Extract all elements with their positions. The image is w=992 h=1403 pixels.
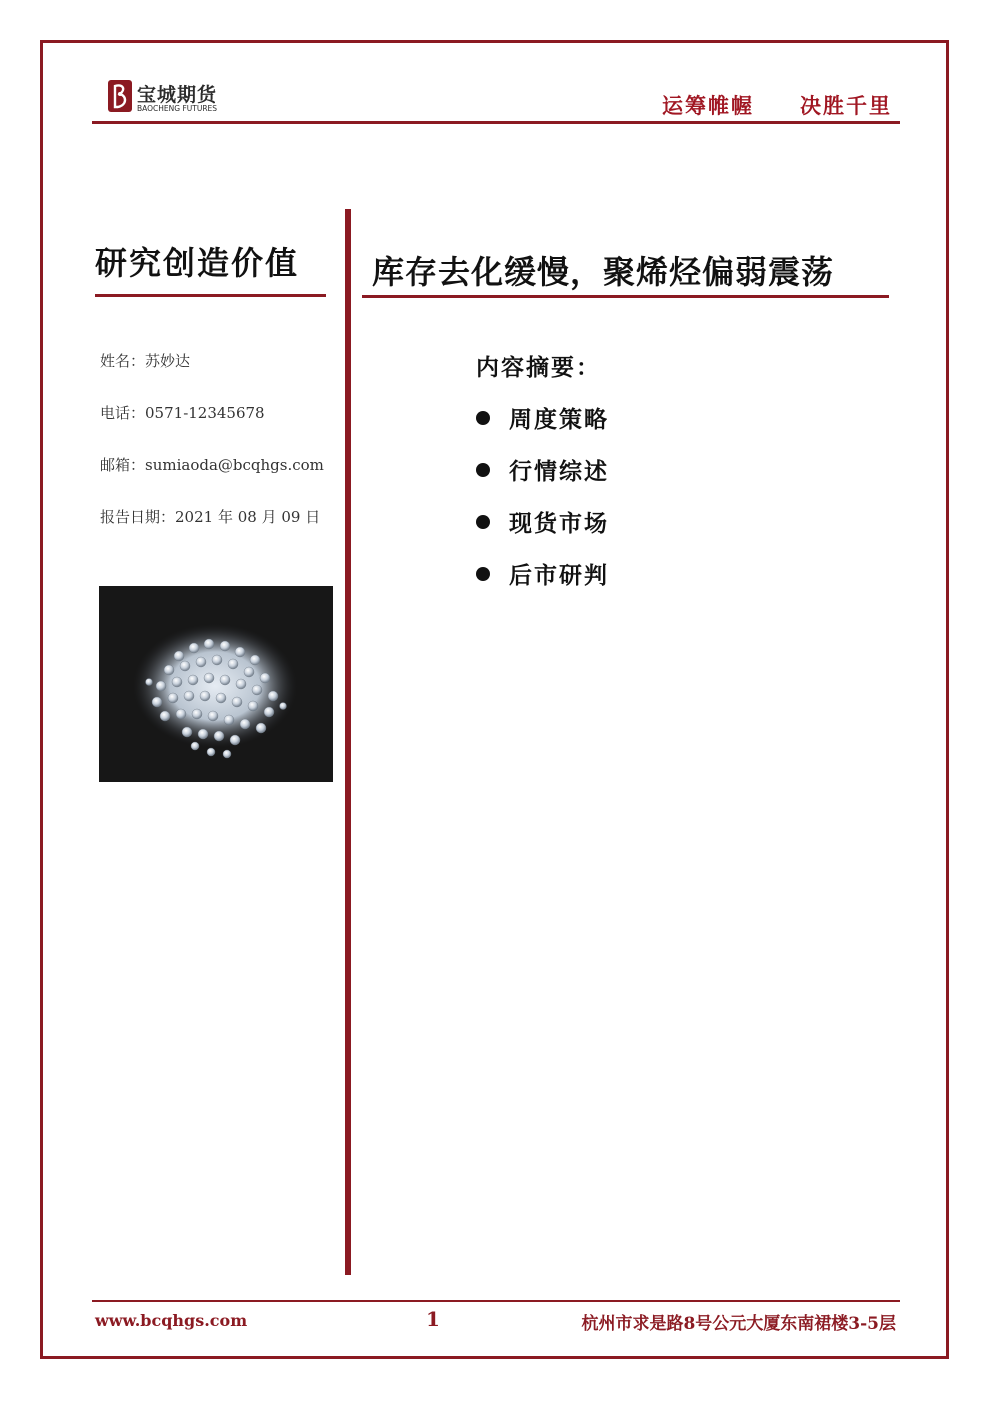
bullet-dot-icon <box>476 411 490 425</box>
email-label: 邮箱： <box>100 456 146 474</box>
report-date-label: 报告日期： <box>100 508 176 526</box>
logo-english-name: BAOCHENG FUTURES <box>137 104 218 113</box>
phone-row <box>100 402 265 423</box>
summary-item[interactable] <box>476 557 609 587</box>
report-title: 库存去化缓慢，聚烯烃偏弱震荡 <box>372 253 835 291</box>
header-divider <box>92 121 900 124</box>
report-title-underline <box>362 295 889 298</box>
left-title: 研究创造价值 <box>95 244 300 282</box>
left-title-underline <box>95 294 326 297</box>
author-name-row <box>100 350 190 371</box>
email-row <box>100 454 324 475</box>
summary-item-label: 周度策略 <box>509 406 609 433</box>
slogan <box>662 90 892 120</box>
summary-item[interactable] <box>476 505 609 535</box>
report-date-row <box>100 506 320 527</box>
company-logo <box>107 79 247 119</box>
page-number: 1 <box>426 1307 440 1331</box>
footer-website-link[interactable]: www.bcqhgs.com <box>95 1311 248 1330</box>
report-date: 2021 年 08 月 09 日 <box>175 508 321 526</box>
pellets-illustration <box>99 586 333 782</box>
phone-number: 0571-12345678 <box>145 404 265 422</box>
summary-item-label: 现货市场 <box>509 510 609 537</box>
summary-item-label: 后市研判 <box>509 562 609 589</box>
footer-divider <box>92 1300 900 1302</box>
summary-item[interactable] <box>476 401 609 431</box>
summary-item-label: 行情综述 <box>509 458 609 485</box>
bullet-dot-icon <box>476 567 490 581</box>
logo-mark-icon <box>107 79 133 113</box>
slogan-part-2: 决胜千里 <box>800 93 892 118</box>
column-divider <box>345 209 351 1275</box>
author-name: 苏妙达 <box>145 352 191 370</box>
summary-item[interactable] <box>476 453 609 483</box>
slogan-part-1: 运筹帷幄 <box>662 93 754 118</box>
author-name-label: 姓名： <box>100 352 146 370</box>
summary-heading: 内容摘要： <box>476 354 601 381</box>
bullet-dot-icon <box>476 515 490 529</box>
footer-address: 杭州市求是路8号公元大厦东南裙楼3-5层 <box>581 1314 896 1334</box>
phone-label: 电话： <box>100 404 146 422</box>
email-address[interactable]: sumiaoda@bcqhgs.com <box>145 456 324 474</box>
bullet-dot-icon <box>476 463 490 477</box>
logo-chinese-name: 宝城期货 <box>137 84 218 106</box>
pellets-photo <box>99 586 333 782</box>
